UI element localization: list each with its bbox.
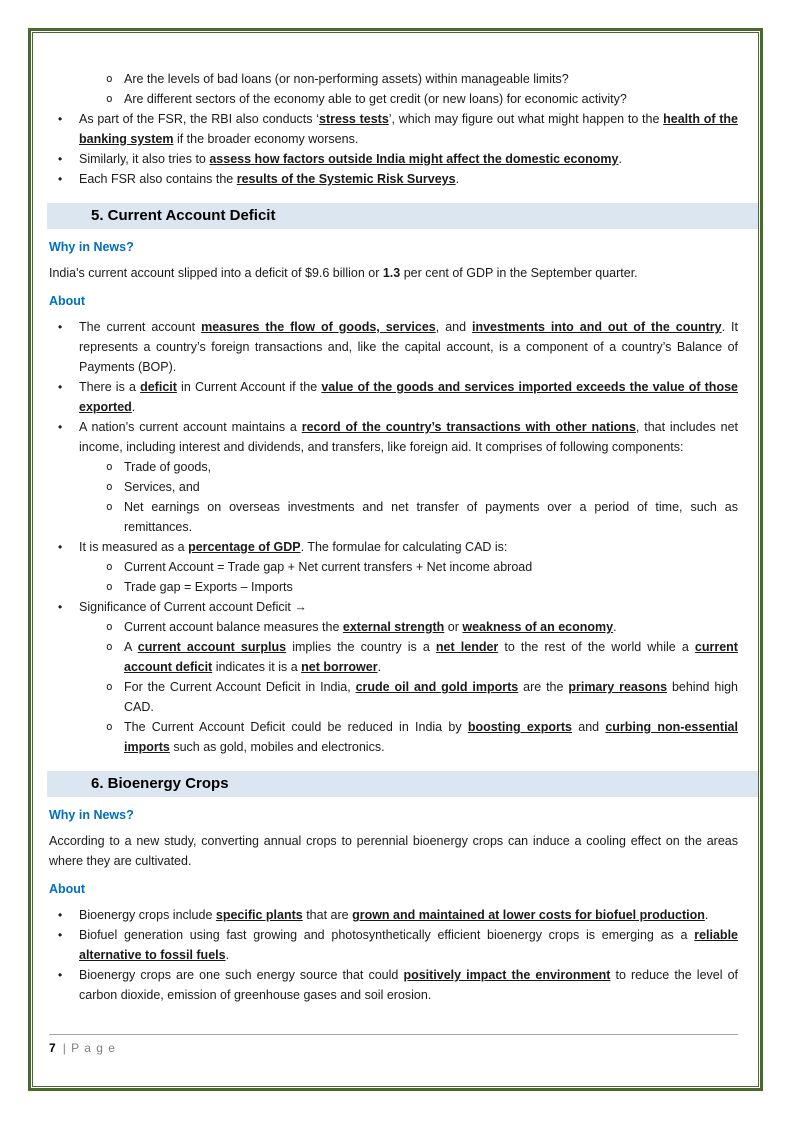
subheading: About	[49, 294, 86, 308]
sub-bullet-item	[49, 637, 738, 677]
disc-bullet-marker: •	[58, 152, 63, 166]
text-run: and	[572, 720, 606, 734]
item-text	[124, 717, 738, 757]
text-run: Trade of goods,	[124, 460, 212, 474]
disc-bullet-marker: •	[58, 968, 63, 982]
text-run: Significance of Current account Deficit	[79, 600, 295, 614]
bullet-item	[49, 925, 738, 965]
text-run: net borrower	[301, 660, 378, 674]
text-run: current account deficit	[124, 640, 738, 674]
text-run: .	[455, 172, 460, 186]
item-text	[79, 597, 738, 617]
item-text	[124, 677, 738, 717]
text-run: ’, which may figure out what might happen to the	[388, 112, 664, 126]
circle-bullet-marker: o	[106, 460, 113, 473]
page-number: 7	[49, 1041, 56, 1055]
text-run: Net earnings on overseas investments and net transfer of payments over a period of time, such as remittances.	[124, 500, 738, 534]
circle-bullet-marker: o	[106, 620, 113, 633]
circle-bullet-marker: o	[106, 580, 113, 593]
text-run: value of the goods and services imported exceeds the value of those exported	[79, 380, 738, 414]
bullet-item	[49, 149, 738, 169]
item-text	[79, 965, 738, 1005]
text-run: implies the country is a	[286, 640, 436, 654]
disc-bullet-marker: •	[58, 908, 63, 922]
text-run: in Current Account if the	[176, 380, 322, 394]
circle-bullet-marker: o	[106, 640, 113, 653]
item-text	[124, 577, 738, 597]
sub-bullet-item	[49, 617, 738, 637]
item-text	[124, 557, 738, 577]
sub-bullet-item	[49, 677, 738, 717]
sub-bullet-item	[49, 577, 738, 597]
item-text	[79, 537, 738, 557]
text-run: The current account	[79, 320, 202, 334]
text-run: primary reasons	[568, 680, 668, 694]
text-run: Each FSR also contains the	[79, 172, 237, 186]
text-run: to reduce the level of carbon dioxide, emission of greenhouse gases and soil erosion.	[79, 968, 739, 1002]
text-run: .	[613, 620, 617, 634]
text-run: reliable alternative to fossil fuels	[79, 928, 738, 962]
item-text	[79, 905, 738, 925]
disc-bullet-marker: •	[58, 540, 63, 554]
text-run: The Current Account Deficit could be reduced in India by	[124, 720, 468, 734]
page-border-inner-line	[32, 32, 759, 1087]
bullet-list	[49, 905, 738, 1005]
text-run: India's current account slipped into a deficit of $9.6 billion or	[49, 266, 383, 280]
disc-bullet-marker: •	[58, 172, 63, 186]
item-text	[79, 925, 738, 965]
text-run: .	[618, 152, 622, 166]
circle-bullet-marker: o	[106, 480, 113, 493]
page-footer	[49, 1034, 738, 1056]
text-run: Biofuel generation using fast growing and photosynthetically efficient bioenergy crops is emerging as a	[79, 928, 695, 942]
text-run: Services, and	[124, 480, 200, 494]
text-run: Bioenergy crops are one such energy source that could	[79, 968, 404, 982]
text-run: to the rest of the world while a	[498, 640, 695, 654]
item-text	[124, 457, 738, 477]
sub-bullet-item	[49, 457, 738, 477]
text-run: .	[131, 400, 136, 414]
bullet-item	[49, 377, 738, 417]
sub-bullet-item	[49, 717, 738, 757]
bullet-item	[49, 169, 738, 189]
text-run: are the	[518, 680, 569, 694]
text-run: Current account balance measures the	[124, 620, 343, 634]
text-run: For the Current Account Deficit in India,	[124, 680, 356, 694]
text-run: According to a new study, converting annual crops to perennial bioenergy crops can induce a cooling effect on the areas where they are cultivated.	[49, 834, 738, 868]
bullet-item	[49, 317, 738, 377]
text-run: .	[377, 660, 382, 674]
item-text	[124, 497, 738, 537]
text-run: .	[225, 948, 230, 962]
section-header-bar	[47, 771, 758, 797]
disc-bullet-marker: •	[58, 112, 63, 126]
bullet-item	[49, 417, 738, 457]
text-run: .	[704, 908, 709, 922]
text-run: deficit	[140, 380, 177, 394]
subheading: Why in News?	[49, 808, 134, 822]
text-run: . The formulae for calculating CAD is:	[300, 540, 508, 554]
text-run: or	[444, 620, 463, 634]
bullet-item	[49, 597, 738, 617]
text-run: such as gold, mobiles and electronics.	[169, 740, 385, 754]
section-title: 5. Current Account Deficit	[91, 207, 276, 224]
disc-bullet-marker: •	[58, 320, 63, 334]
circle-bullet-marker: o	[106, 72, 113, 85]
circle-bullet-marker: o	[106, 500, 113, 513]
subheading: About	[49, 882, 86, 896]
page-label: | P a g e	[62, 1041, 116, 1055]
text-run: positively impact the environment	[403, 968, 611, 982]
text-run: It is measured as a	[79, 540, 189, 554]
text-run: that are	[302, 908, 353, 922]
text-run: weakness of an economy	[462, 620, 614, 634]
item-text	[79, 169, 738, 189]
text-run: Trade gap = Exports – Imports	[124, 580, 293, 594]
text-run: per cent of GDP in the September quarter.	[400, 266, 638, 280]
sub-bullet-item	[49, 477, 738, 497]
text-run: Are the levels of bad loans (or non-performing assets) within manageable limits?	[124, 72, 569, 86]
sub-bullet-item	[49, 69, 738, 89]
text-run: external strength	[342, 620, 445, 634]
paragraph	[49, 831, 738, 871]
text-run: Are different sectors of the economy able to get credit (or new loans) for economic activity?	[124, 92, 627, 106]
text-run: A	[124, 640, 138, 654]
circle-bullet-marker: o	[106, 720, 113, 733]
text-run: A nation’s current account maintains a	[79, 420, 302, 434]
circle-bullet-marker: o	[106, 680, 113, 693]
text-run: indicates it is a	[212, 660, 302, 674]
sub-bullet-item	[49, 557, 738, 577]
disc-bullet-marker: •	[58, 600, 63, 614]
text-run: . It represents a country’s foreign transactions and, like the capital account, is a component of a country’s Balance of Payments (BOP).	[79, 320, 738, 374]
circle-bullet-marker: o	[106, 560, 113, 573]
item-text	[124, 637, 738, 677]
text-run: assess how factors outside India might affect the domestic economy	[209, 152, 619, 166]
text-run: health of the banking system	[79, 112, 738, 146]
text-run: measures the flow of goods, services	[201, 320, 436, 334]
text-run: net lender	[435, 640, 499, 654]
disc-bullet-marker: •	[58, 380, 63, 394]
bullet-list	[49, 317, 738, 757]
item-text	[124, 617, 738, 637]
text-run: As part of the FSR, the RBI also conducts ‘	[79, 112, 320, 126]
text-run: Current Account = Trade gap + Net current transfers + Net income abroad	[124, 560, 533, 574]
sub-bullet-item	[49, 497, 738, 537]
section-title: 6. Bioenergy Crops	[91, 775, 229, 792]
text-run: Bioenergy crops include	[79, 908, 216, 922]
item-text	[79, 317, 738, 377]
text-run: if the broader economy worsens.	[173, 132, 359, 146]
document-content	[33, 33, 758, 1086]
text-run: There is a	[79, 380, 141, 394]
section-header-bar	[47, 203, 758, 229]
subheading: Why in News?	[49, 240, 134, 254]
sub-bullet-item	[49, 89, 738, 109]
page-border-frame	[28, 28, 763, 1091]
text-run: boosting exports	[467, 720, 572, 734]
text-run: , that includes net income, including interest and dividends, and transfers, like foreign aid. It comprises of following components:	[79, 420, 738, 454]
item-text	[124, 69, 738, 89]
text-run: crude oil and gold imports	[355, 680, 519, 694]
item-text	[79, 417, 738, 457]
disc-bullet-marker: •	[58, 420, 63, 434]
text-run: specific plants	[215, 908, 303, 922]
text-run: →	[294, 600, 307, 614]
text-run: grown and maintained at lower costs for biofuel production	[352, 908, 705, 922]
circle-bullet-marker: o	[106, 92, 113, 105]
text-run: behind high CAD.	[124, 680, 739, 714]
text-run: 1.3	[382, 266, 401, 280]
item-text	[79, 377, 738, 417]
text-run: curbing non-essential imports	[124, 720, 738, 754]
bullet-item	[49, 109, 738, 149]
disc-bullet-marker: •	[58, 928, 63, 942]
text-run: current account surplus	[137, 640, 287, 654]
item-text	[79, 149, 738, 169]
item-text	[79, 109, 738, 149]
item-text	[124, 89, 738, 109]
bullet-list	[49, 69, 738, 189]
paragraph	[49, 263, 738, 283]
text-run: results of the Systemic Risk Surveys	[236, 172, 456, 186]
text-run: Similarly, it also tries to	[79, 152, 210, 166]
text-run: record of the country’s transactions with other nations	[301, 420, 636, 434]
bullet-item	[49, 905, 738, 925]
text-run: , and	[435, 320, 472, 334]
text-run: percentage of GDP	[188, 540, 301, 554]
item-text	[124, 477, 738, 497]
text-run: stress tests	[319, 112, 389, 126]
text-run: investments into and out of the country	[472, 320, 722, 334]
bullet-item	[49, 537, 738, 557]
bullet-item	[49, 965, 738, 1005]
